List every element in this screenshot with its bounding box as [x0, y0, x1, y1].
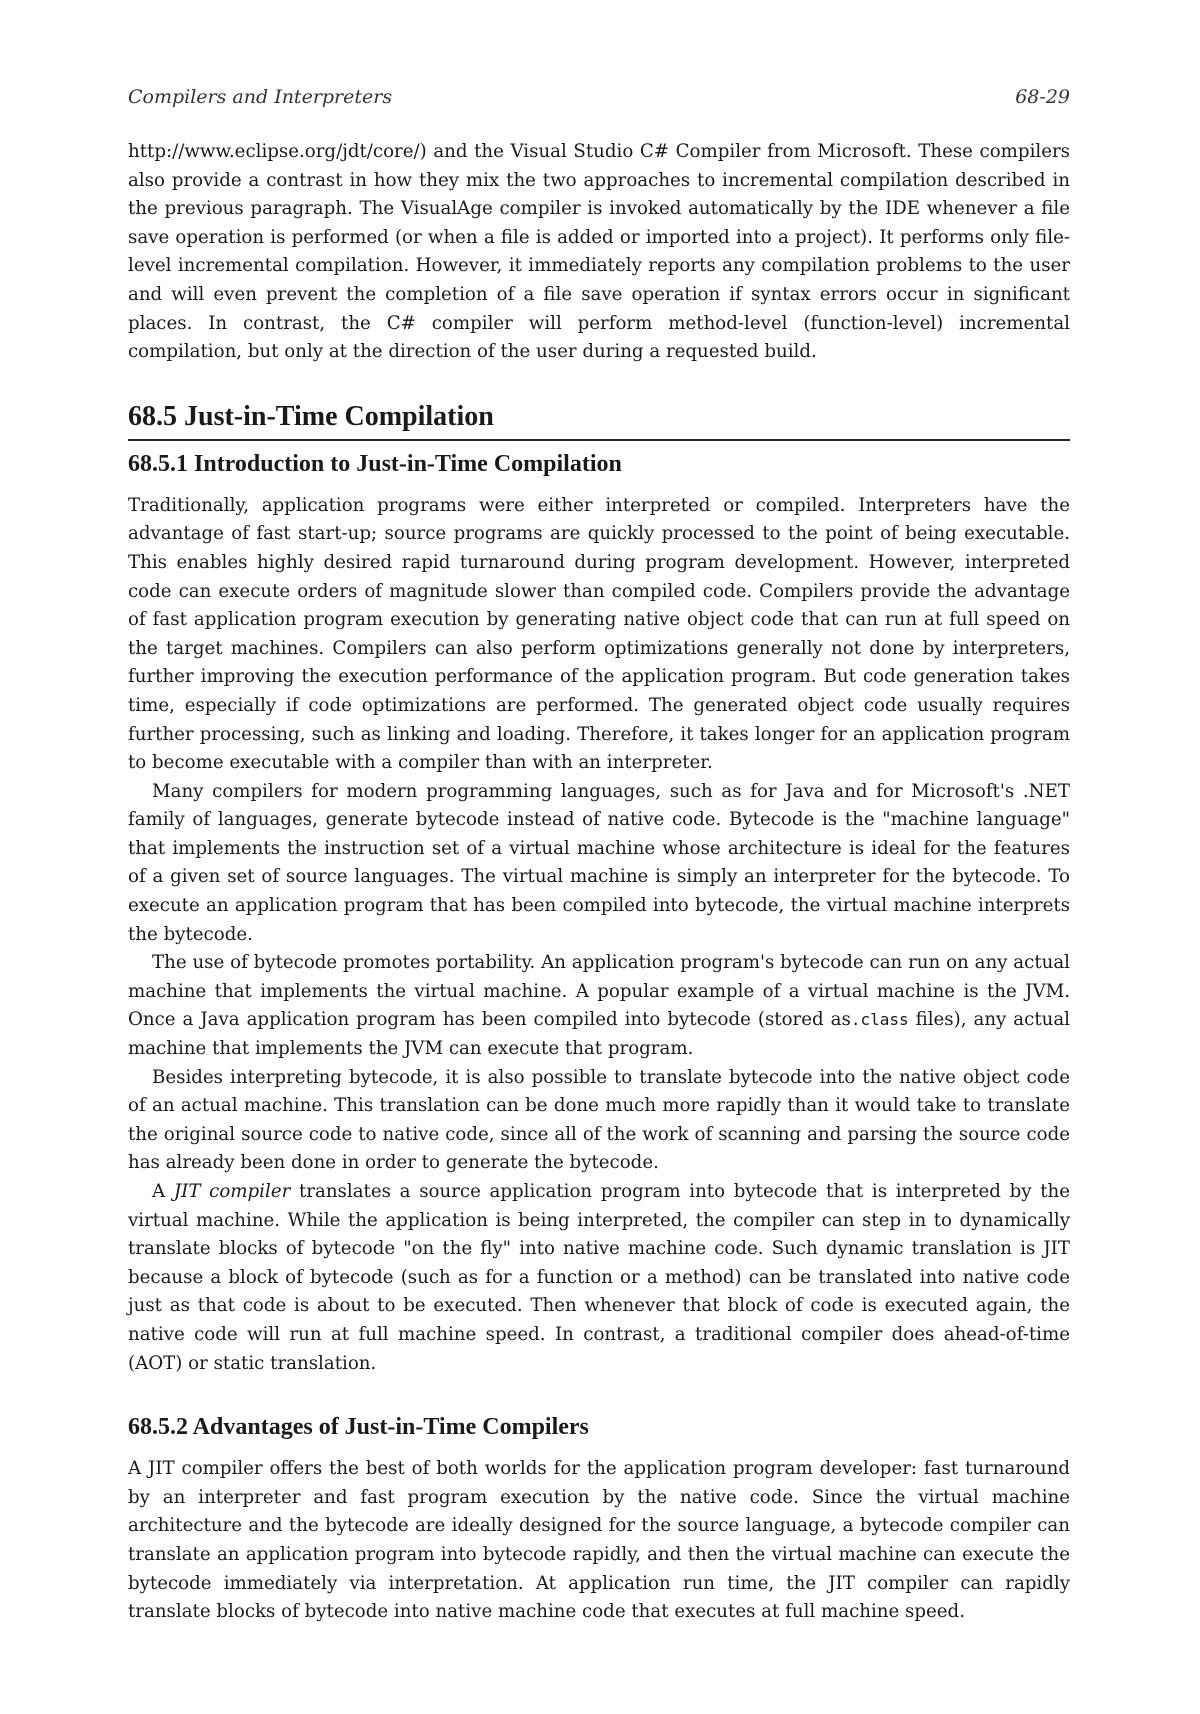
- page: [128, 86, 1070, 1627]
- paragraph-translation: Besides interpreting bytecode, it is also possible to translate bytecode into the native object code of an actual machine. This translation can be done much more rapidly than it would take to translate the original source code to native code, since all of the work of scanning and parsing the source code has already been done in order to generate the bytecode.: [128, 1066, 1070, 1174]
- paragraph-jit: [128, 1178, 1070, 1378]
- subsection-heading-intro: 68.5.1 Introduction to Just-in-Time Compilation: [128, 450, 622, 477]
- paragraph-portability-text: The use of bytecode promotes portability. An application program's bytecode can run on any actual machine that implements the virtual machine. A popular example of a virtual machine is the JVM. Once a Java application program has been compiled into bytecode (stored as: [128, 952, 1070, 1031]
- running-head: [128, 86, 1070, 108]
- intro-paragraph: http://www.eclipse.org/jdt/core/) and the Visual Studio C# Compiler from Microsoft. These compilers also provide a contrast in how they mix the two approaches to incremental compilation described in the previous paragraph. The VisualAge compiler is invoked automatically by the IDE whenever a file save operation is performed (or when a file is added or imported into a project). It performs only file-level incremental compilation. However, it immediately reports any compilation problems to the user and will even prevent the completion of a file save operation if syntax errors occur in significant places. In contrast, the C# compiler will perform method-level (function-level) incremental compilation, but only at the direction of the user during a requested build.: [128, 141, 1070, 363]
- paragraph-bytecode: Many compilers for modern programming languages, such as for Java and for Microsoft's .NET family of languages, generate bytecode instead of native code. Bytecode is the "machine language" that implements the instruction set of a virtual machine whose architecture is ideal for the features of a given set of source languages. The virtual machine is simply an interpreter for the bytecode. To execute an application program that has been compiled into bytecode, the virtual machine interprets the bytecode.: [128, 780, 1070, 945]
- subsection-heading-advantages: 68.5.2 Advantages of Just-in-Time Compilers: [128, 1414, 589, 1441]
- paragraph-portability: [128, 949, 1070, 1063]
- paragraph-advantages: A JIT compiler offers the best of both worlds for the application program developer: fast turnaround by an interpreter and fast program execution by the native code. Since the virtual machine architecture and the bytecode are ideally designed for the source language, a bytecode compiler can translate an application program into bytecode rapidly, and then the virtual machine can execute the bytecode immediately via interpretation. At application run time, the JIT compiler can rapidly translate blocks of bytecode into native machine code that executes at full machine speed.: [128, 1458, 1070, 1623]
- jit-compiler-term: JIT compiler: [173, 1181, 291, 1202]
- paragraph-portability-text-end: files), any actual machine that implements the JVM can execute that program.: [128, 1009, 1070, 1060]
- paragraph-jit-start: A: [152, 1181, 174, 1202]
- page-number: 68-29: [1015, 86, 1070, 108]
- class-file-code: .class: [850, 1010, 909, 1030]
- section-heading: 68.5 Just-in-Time Compilation: [128, 401, 1070, 441]
- paragraph-traditional: Traditionally, application programs were either interpreted or compiled. Interpreters have the advantage of fast start-up; source programs are quickly processed to the point of being executable. This enables highly desired rapid turnaround during program development. However, interpreted code can execute orders of magnitude slower than compiled code. Compilers provide the advantage of fast application program execution by generating native object code that can run at full speed on the target machines. Compilers can also perform optimizations generally not done by interpreters, further improving the execution performance of the application program. But code generation takes time, especially if code optimizations are performed. The generated object code usually requires further processing, such as linking and loading. Therefore, it takes longer for an application program to become executable with a compiler than with an interpreter.: [128, 494, 1070, 774]
- running-head-title: Compilers and Interpreters: [128, 86, 393, 108]
- paragraph-jit-text: translates a source application program into bytecode that is interpreted by the virtual machine. While the application is being interpreted, the compiler can step in to dynamically translate blocks of bytecode "on the fly" into native machine code. Such dynamic translation is JIT because a block of bytecode (such as for a function or a method) can be translated into native code just as that code is about to be executed. Then whenever that block of code is executed again, the native code will run at full machine speed. In contrast, a traditional compiler does ahead-of-time (AOT) or static translation.: [128, 1181, 1070, 1374]
